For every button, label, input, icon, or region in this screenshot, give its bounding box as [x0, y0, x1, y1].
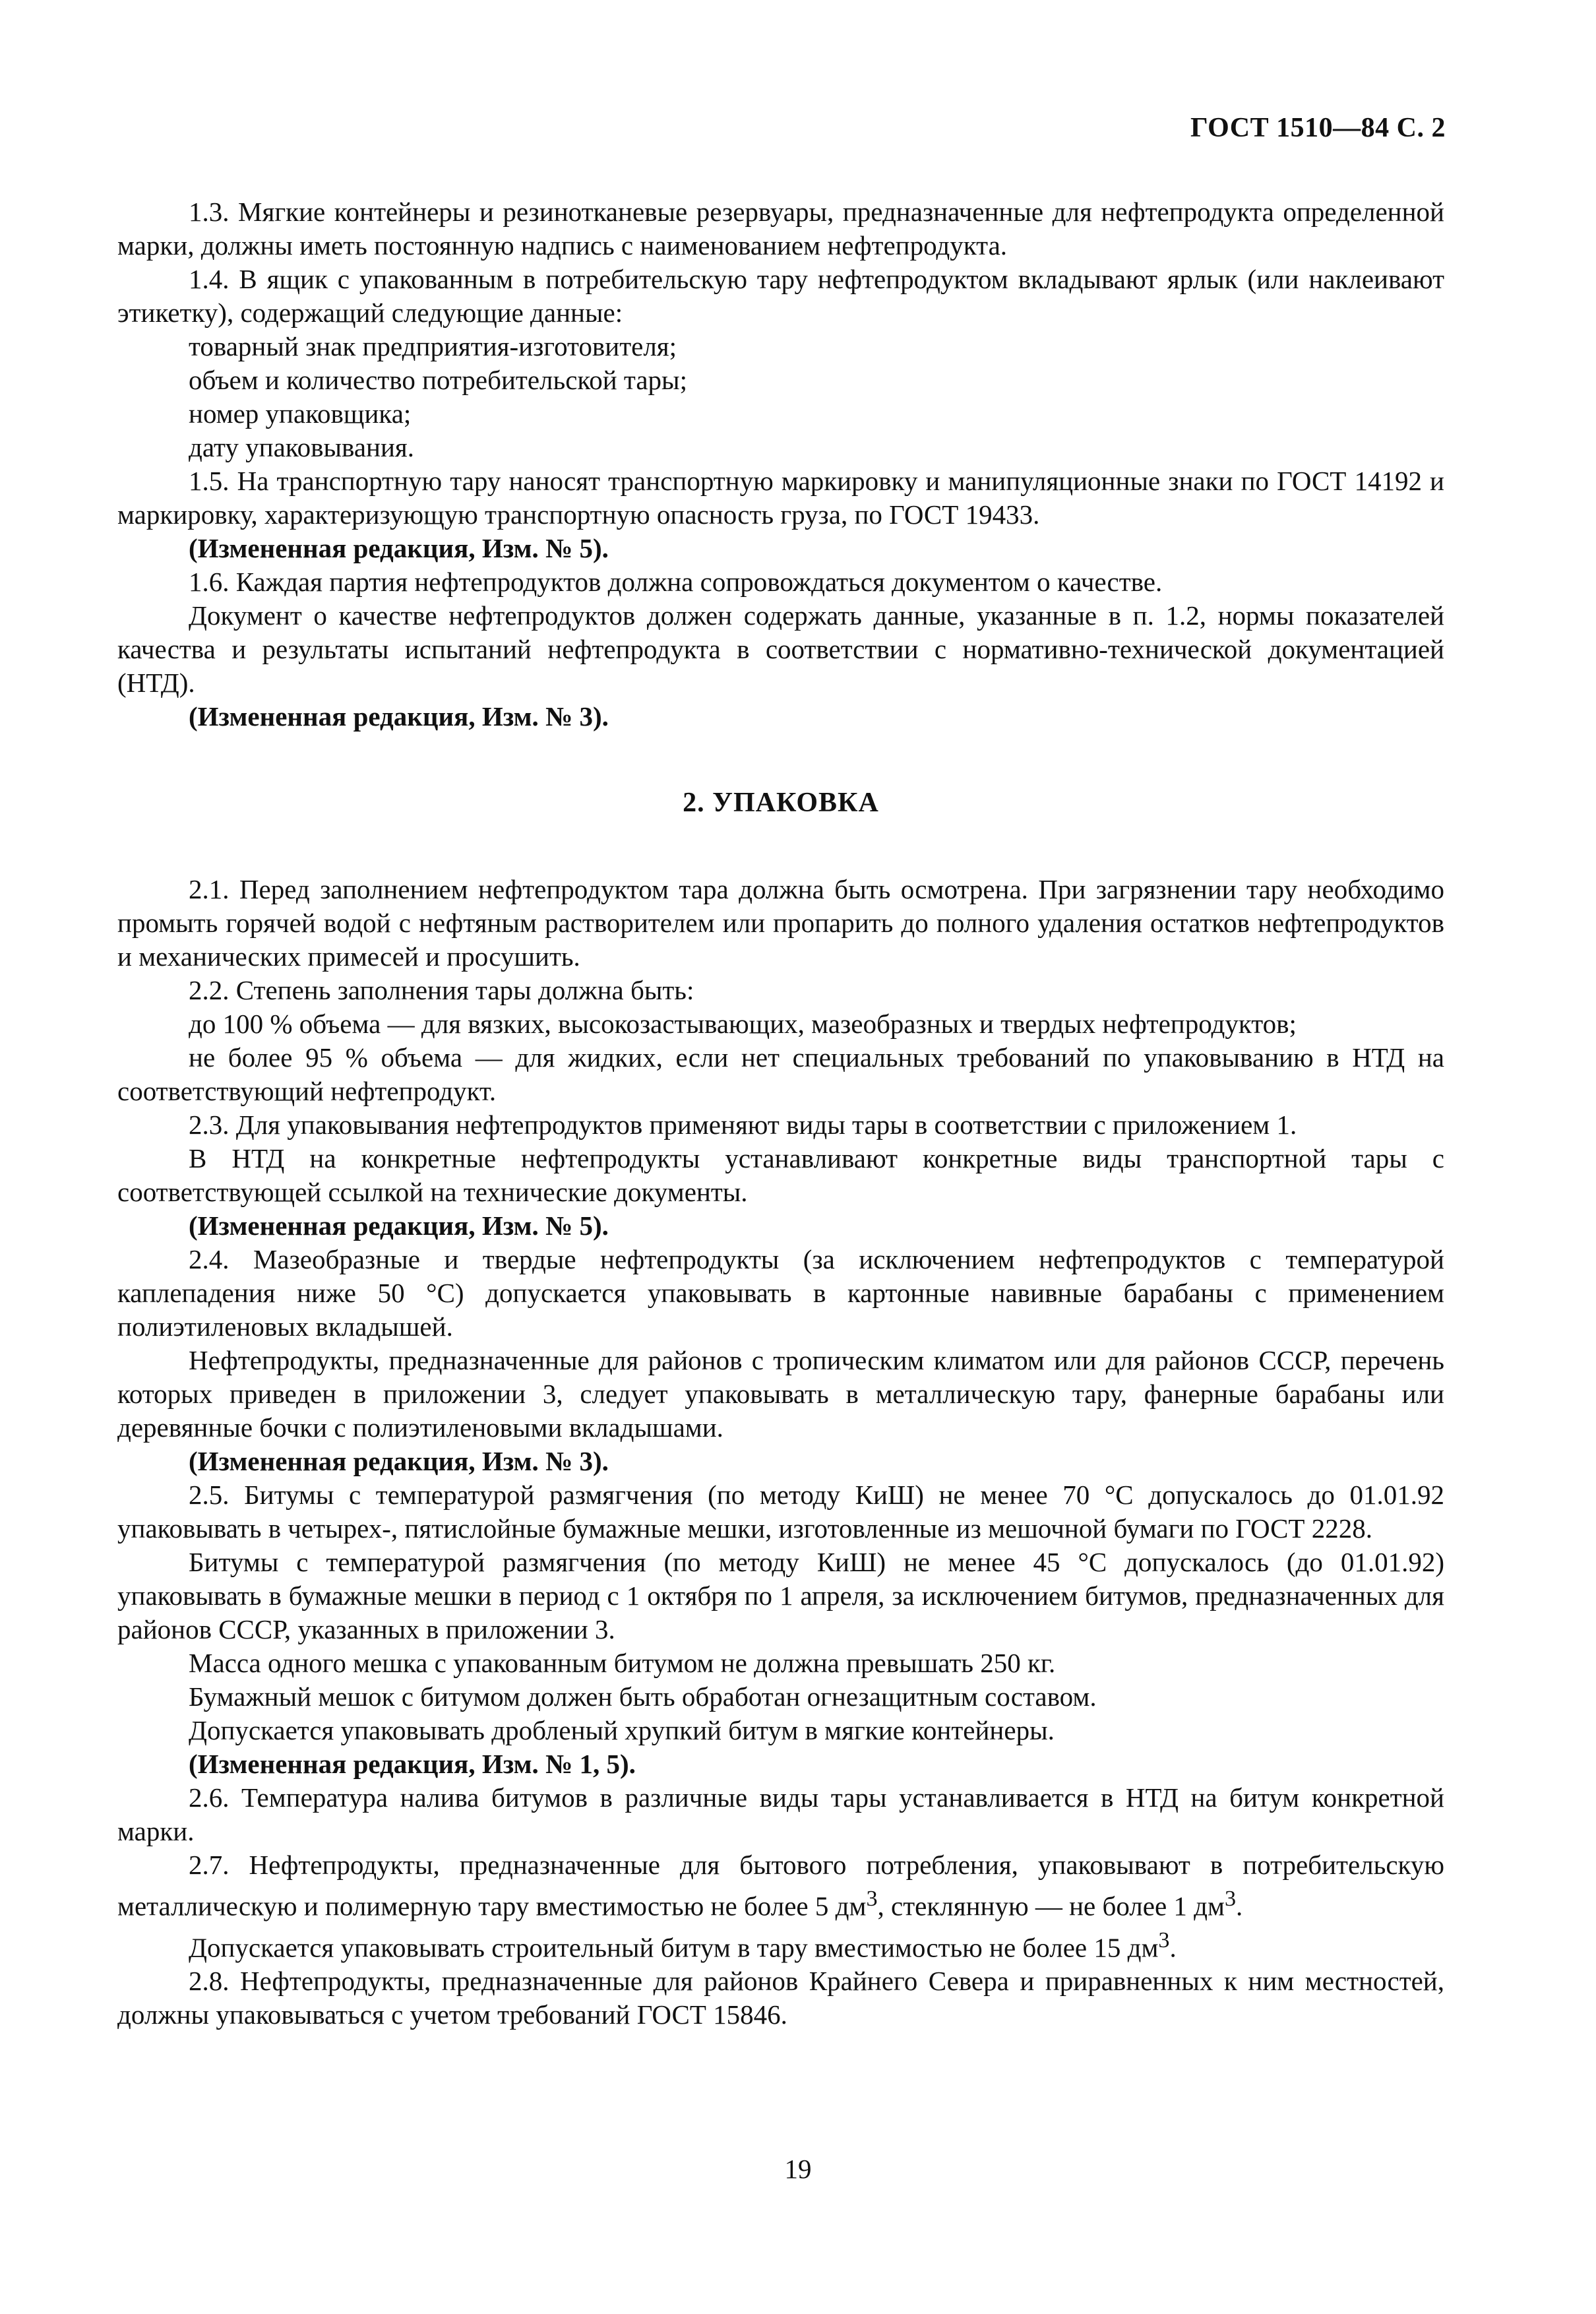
clause-1-3: 1.3. Мягкие контейнеры и резинотканевые резервуары, предназначенные для нефтепродукта определенной марки, должны иметь постоянную надпись с наименованием нефтепродукта. [117, 197, 1444, 261]
section-title: 2. УПАКОВКА [683, 788, 879, 818]
clause-2-1: 2.1. Перед заполнением нефтепродуктом тара должна быть осмотрена. При загрязнении тару необходимо промыть горячей водой с нефтяным растворителем или пропарить до полного удаления остатков нефтепродуктов и механических примесей и просушить. [117, 874, 1444, 972]
clause-2-3: 2.3. Для упаковывания нефтепродуктов применяют виды тары в соответствии с приложением 1. [189, 1110, 1297, 1140]
amendment-note: (Измененная редакция, Изм. № 5). [189, 1210, 609, 1241]
clause-2-2-item-a: до 100 % объема — для вязких, высокозастывающих, мазеобразных и твердых нефтепродуктов; [189, 1009, 1297, 1039]
list-item: номер упаковщика; [189, 398, 412, 429]
page-number: 19 [784, 2154, 812, 2184]
amendment-note: (Измененная редакция, Изм. № 3). [189, 1446, 609, 1476]
superscript: 3 [1158, 1927, 1170, 1953]
clause-2-5-paragraph: Битумы с температурой размягчения (по методу КиШ) не менее 45 °С допускалось (до 01.01.92) упаковывать в бумажные мешки в период с 1 октября по 1 апреля, за исключением битумов, предназначенных для районов СССР, указанных в приложении 3. [117, 1547, 1444, 1644]
clause-2-7-paragraph [117, 1923, 1444, 1965]
superscript: 3 [866, 1887, 878, 1911]
list-item: объем и количество потребительской тары; [189, 365, 687, 395]
clause-2-5-containers: Допускается упаковывать дробленый хрупкий битум в мягкие контейнеры. [189, 1715, 1055, 1745]
clause-2-7-text: , стеклянную — не более 1 дм [877, 1891, 1225, 1922]
clause-1-4: 1.4. В ящик с упакованным в потребительскую тару нефтепродуктом вкладывают ярлык (или наклеивают этикетку), содержащий следующие данные: [117, 264, 1444, 328]
clause-1-6: 1.6. Каждая партия нефтепродуктов должна сопровождаться документом о качестве. [189, 567, 1163, 597]
clause-2-5: 2.5. Битумы с температурой размягчения (по методу КиШ) не менее 70 °С допускалось до 01.01.92 упаковывать в четырех-, пятислойные бумажные мешки, изготовленные из мешочной бумаги по ГОСТ 2228. [117, 1480, 1444, 1544]
clause-1-5: 1.5. На транспортную тару наносят транспортную маркировку и манипуляционные знаки по ГОСТ 14192 и маркировку, характеризующую транспортную опасность груза, по ГОСТ 19433. [117, 466, 1444, 530]
amendment-note: (Измененная редакция, Изм. № 5). [189, 533, 609, 563]
amendment-note: (Измененная редакция, Изм. № 3). [189, 701, 609, 732]
clause-2-7-text: 2.7. Нефтепродукты, предназначенные для бытового потребления, упаковывают в потребительскую металлическую и полимерную тару вместимостью не более 5 дм [117, 1850, 1444, 1922]
clause-2-7-paragraph-text: . [1169, 1932, 1177, 1963]
clause-2-5-mass: Масса одного мешка с упакованным битумом не должна превышать 250 кг. [189, 1648, 1056, 1678]
clause-2-4: 2.4. Мазеобразные и твердые нефтепродукты (за исключением нефтепродуктов с температурой каплепадения ниже 50 °С) допускается упаковывать в картонные навивные барабаны с применением полиэтиленовых вкладышей. [117, 1244, 1444, 1342]
clause-2-7-text: . [1236, 1891, 1243, 1922]
clause-2-2: 2.2. Степень заполнения тары должна быть: [189, 975, 694, 1005]
page-content [117, 195, 1444, 2032]
list-item: дату упаковывания. [189, 432, 415, 462]
clause-2-4-paragraph: Нефтепродукты, предназначенные для районов с тропическим климатом или для районов СССР, перечень которых приведен в приложении 3, следует упаковывать в металлическую тару, фанерные барабаны или деревянные бочки с полиэтиленовыми вкладышами. [117, 1345, 1444, 1443]
clause-2-5-fireproof: Бумажный мешок с битумом должен быть обработан огнезащитным составом. [189, 1681, 1097, 1712]
list-item: товарный знак предприятия-изготовителя; [189, 331, 677, 361]
clause-2-8: 2.8. Нефтепродукты, предназначенные для районов Крайнего Севера и приравненных к ним местностей, должны упаковываться с учетом требований ГОСТ 15846. [117, 1966, 1444, 2030]
clause-2-7 [117, 1848, 1444, 1923]
amendment-note: (Измененная редакция, Изм. № 1, 5). [189, 1749, 636, 1779]
clause-2-3-paragraph: В НТД на конкретные нефтепродукты устанавливают конкретные виды транспортной тары с соответствующей ссылкой на технические документы. [117, 1143, 1444, 1207]
superscript: 3 [1224, 1887, 1237, 1911]
clause-1-6-paragraph: Документ о качестве нефтепродуктов должен содержать данные, указанные в п. 1.2, нормы показателей качества и результаты испытаний нефтепродукта в соответствии с нормативно-технической документацией (НТД). [117, 600, 1444, 698]
clause-2-6: 2.6. Температура налива битумов в различные виды тары устанавливается в НТД на битум конкретной марки. [117, 1782, 1444, 1846]
page-header: ГОСТ 1510—84 С. 2 [1190, 113, 1446, 143]
clause-2-2-item-b: не более 95 % объема — для жидких, если нет специальных требований по упаковыванию в НТД на соответствующий нефтепродукт. [117, 1042, 1444, 1106]
clause-2-7-paragraph-text: Допускается упаковывать строительный битум в тару вместимостью не более 15 дм [189, 1932, 1159, 1963]
